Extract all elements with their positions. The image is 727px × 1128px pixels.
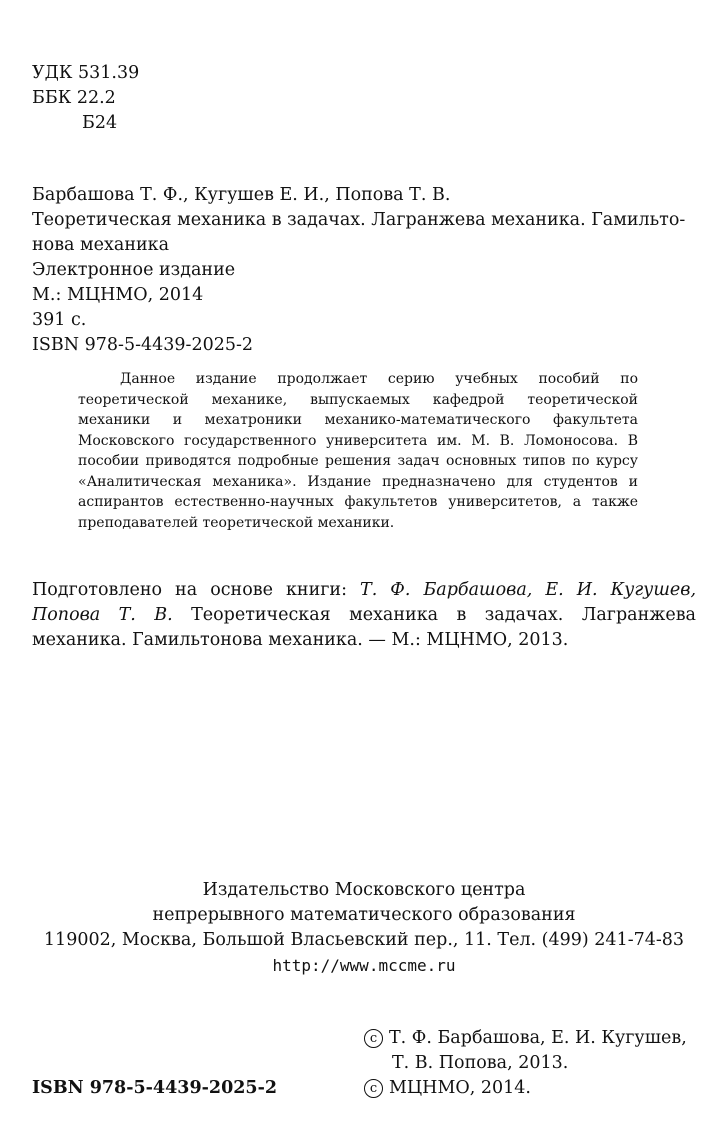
author-mark: Б24 [82,113,118,133]
publisher-line1: Издательство Московского центра [202,880,526,900]
classification-codes [32,61,139,136]
publisher-year: М.: МЦНМО, 2014 [32,285,204,305]
udk-code: УДК 531.39 [32,63,140,83]
prepared-from-note [32,578,696,653]
isbn: ISBN 978-5-4439-2025-2 [32,335,254,355]
prepared-authors: Т. Ф. Барбашова, Е. И. Кугушев, Попова Т. В. [32,580,697,625]
book-title-line1: Теоретическая механика в задачах. Лагранжева механика. Гамильто- [32,210,686,230]
prepared-rest: Теоретическая механика в задачах. Лагранжева механика. Гамильтонова механика. — М.: МЦНМО, 2013. [32,605,696,650]
prepared-prefix: Подготовлено на основе книги: [32,580,361,600]
publisher-block [32,878,696,978]
edition: Электронное издание [32,260,236,280]
copyright-block [364,1026,704,1101]
page-count: 391 с. [32,310,87,330]
isbn-bottom: ISBN 978-5-4439-2025-2 [32,1078,278,1098]
copyright-line2: Т. В. Попова, 2013. [392,1053,569,1073]
publisher-line2: непрерывного математического образования [152,905,576,925]
bbk-code: ББК 22.2 [32,88,116,108]
copyright-line3: c МЦНМО, 2014. [364,1076,704,1101]
bibliographic-record [32,183,696,358]
authors: Барбашова Т. Ф., Кугушев Е. И., Попова Т. В. [32,185,451,205]
book-title-line2: нова механика [32,235,170,255]
publisher-url[interactable]: http://www.mccme.ru [272,956,456,975]
publisher-address: 119002, Москва, Большой Власьевский пер., 11. Тел. (499) 241-74-83 [43,930,685,950]
copyright-icon: c [364,1029,383,1048]
copyright-line1: c Т. Ф. Барбашова, Е. И. Кугушев, [364,1026,704,1051]
abstract: Данное издание продолжает серию учебных пособий по теоретической механике, выпускаемых кафедрой теоретической механики и мехатроники механико-математического факультета Московского государственного университета им. М. В. Ломоносова. В пособии приводятся подробные решения задач основных типов по курсу «Аналитическая механика». Издание предназначено для студентов и аспирантов естественно-научных факультетов университетов, а также преподавателей теоретической механики. [78,371,638,531]
copyright-icon: c [364,1079,383,1098]
